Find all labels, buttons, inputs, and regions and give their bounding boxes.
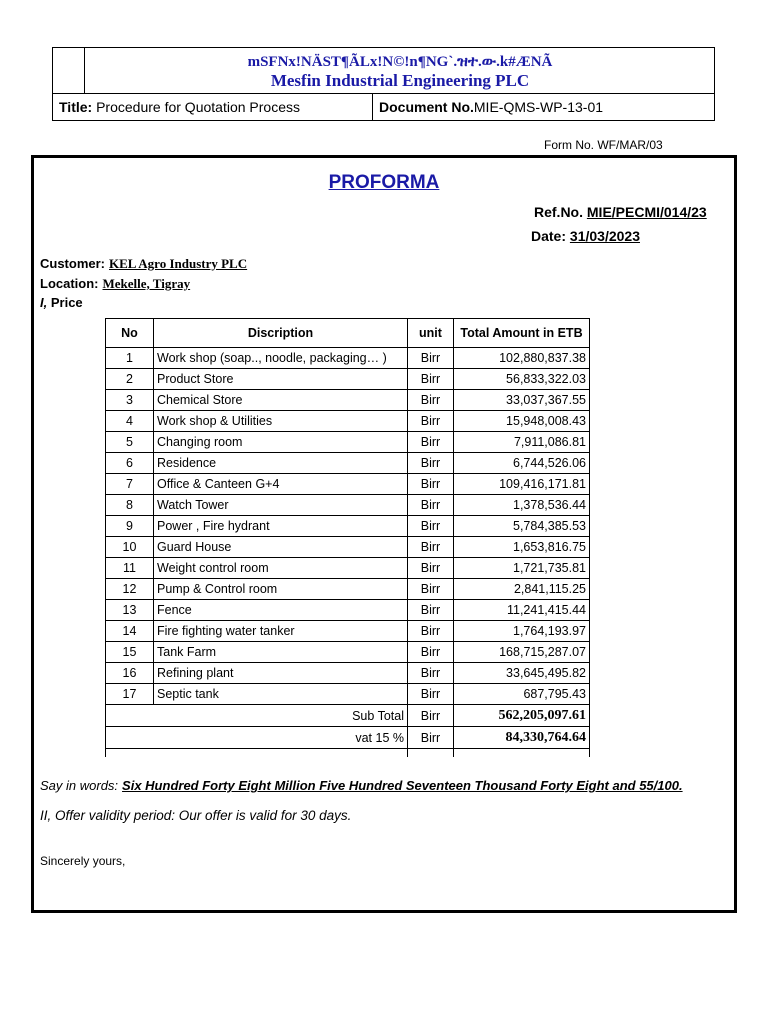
row-unit: Birr [408, 432, 454, 453]
subtotal-row [106, 705, 590, 727]
row-description: Changing room [154, 432, 408, 453]
row-amount: 11,241,415.44 [454, 600, 590, 621]
header-info-row [53, 93, 714, 120]
table-row [106, 474, 590, 495]
table-row [106, 600, 590, 621]
ref-value: MIE/PECMI/014/23 [586, 204, 707, 220]
closing: Sincerely yours, [40, 854, 126, 868]
row-amount: 1,653,816.75 [454, 537, 590, 558]
row-unit: Birr [408, 600, 454, 621]
row-unit: Birr [408, 642, 454, 663]
row-number: 11 [106, 558, 154, 579]
logo-cell [53, 48, 85, 93]
date-label: Date: [531, 228, 567, 244]
row-amount: 102,880,837.38 [454, 348, 590, 369]
location-label: Location: [40, 276, 99, 291]
row-unit: Birr [408, 621, 454, 642]
row-amount: 33,037,367.55 [454, 390, 590, 411]
vat-amount: 84,330,764.64 [454, 727, 590, 749]
row-description: Watch Tower [154, 495, 408, 516]
row-amount: 15,948,008.43 [454, 411, 590, 432]
table-row [106, 495, 590, 516]
row-number: 7 [106, 474, 154, 495]
company-block [86, 48, 714, 93]
col-description-header: Discription [154, 319, 408, 348]
row-number: 17 [106, 684, 154, 705]
row-unit: Birr [408, 516, 454, 537]
row-description: Refining plant [154, 663, 408, 684]
row-number: 1 [106, 348, 154, 369]
subtotal-amount: 562,205,097.61 [454, 705, 590, 727]
proforma-frame [31, 155, 737, 913]
company-name-amharic: mSFNx!NÄST¶ÃLx!N©!n¶NG`.ዝተ.ው.k#ÆNÃ [247, 54, 553, 70]
document-number-value: MIE-QMS-WP-13-01 [473, 99, 604, 115]
table-header-row [106, 319, 590, 348]
row-number: 15 [106, 642, 154, 663]
table-row [106, 558, 590, 579]
row-unit: Birr [408, 474, 454, 495]
row-description: Power , Fire hydrant [154, 516, 408, 537]
row-amount: 168,715,287.07 [454, 642, 590, 663]
table-row [106, 642, 590, 663]
row-unit: Birr [408, 558, 454, 579]
subtotal-label: Sub Total [106, 705, 408, 727]
row-description: Residence [154, 453, 408, 474]
row-amount: 56,833,322.03 [454, 369, 590, 390]
row-unit: Birr [408, 348, 454, 369]
location-value: Mekelle, Tigray [102, 276, 191, 291]
vat-label: vat 15 % [106, 727, 408, 749]
row-amount: 687,795.43 [454, 684, 590, 705]
row-unit: Birr [408, 537, 454, 558]
row-description: Guard House [154, 537, 408, 558]
reference-number [534, 204, 707, 220]
row-description: Fire fighting water tanker [154, 621, 408, 642]
row-unit: Birr [408, 390, 454, 411]
location-line [40, 276, 190, 292]
row-unit: Birr [408, 495, 454, 516]
document-number-cell [379, 94, 714, 120]
customer-line [40, 256, 247, 272]
tail-cell [106, 749, 408, 757]
row-number: 3 [106, 390, 154, 411]
row-amount: 2,841,115.25 [454, 579, 590, 600]
date-value: 31/03/2023 [569, 228, 640, 244]
row-amount: 1,721,735.81 [454, 558, 590, 579]
table-row [106, 579, 590, 600]
table-row [106, 348, 590, 369]
say-value: Six Hundred Forty Eight Million Five Hundred Seventeen Thousand Forty Eight and 55/100. [122, 778, 683, 793]
row-number: 12 [106, 579, 154, 600]
row-unit: Birr [408, 579, 454, 600]
row-number: 14 [106, 621, 154, 642]
row-amount: 1,764,193.97 [454, 621, 590, 642]
company-name: Mesfin Industrial Engineering PLC [270, 71, 530, 90]
document-header [52, 47, 715, 121]
row-unit: Birr [408, 663, 454, 684]
col-amount-header: Total Amount in ETB [454, 319, 590, 348]
row-number: 5 [106, 432, 154, 453]
page-title: PROFORMA [328, 172, 440, 193]
row-description: Product Store [154, 369, 408, 390]
table-row [106, 537, 590, 558]
offer-validity: II, Offer validity period: Our offer is valid for 30 days. [40, 808, 352, 823]
vat-unit: Birr [408, 727, 454, 749]
row-number: 10 [106, 537, 154, 558]
row-amount: 109,416,171.81 [454, 474, 590, 495]
document-date [531, 228, 640, 244]
row-amount: 7,911,086.81 [454, 432, 590, 453]
amount-in-words [40, 778, 683, 793]
row-number: 6 [106, 453, 154, 474]
table-row [106, 369, 590, 390]
row-description: Work shop (soap.., noodle, packaging… ) [154, 348, 408, 369]
row-description: Tank Farm [154, 642, 408, 663]
section-label: Price [50, 295, 83, 310]
row-description: Chemical Store [154, 390, 408, 411]
title-value: Procedure for Quotation Process [96, 99, 300, 115]
row-description: Work shop & Utilities [154, 411, 408, 432]
ref-label: Ref.No. [534, 204, 583, 220]
row-description: Weight control room [154, 558, 408, 579]
col-no-header: No [106, 319, 154, 348]
customer-label: Customer: [40, 256, 106, 271]
subtotal-unit: Birr [408, 705, 454, 727]
section-number: I, [40, 295, 48, 310]
customer-value: KEL Agro Industry PLC [109, 256, 248, 271]
table-row [106, 432, 590, 453]
tail-cell [408, 749, 454, 757]
row-amount: 5,784,385.53 [454, 516, 590, 537]
price-table [105, 318, 590, 757]
form-number: Form No. WF/MAR/03 [544, 138, 663, 152]
row-number: 13 [106, 600, 154, 621]
section-price [40, 295, 83, 310]
table-row [106, 453, 590, 474]
say-label: Say in words: [40, 778, 119, 793]
col-unit-header: unit [408, 319, 454, 348]
row-unit: Birr [408, 453, 454, 474]
row-amount: 6,744,526.06 [454, 453, 590, 474]
row-unit: Birr [408, 684, 454, 705]
table-row [106, 684, 590, 705]
table-tail-row [106, 749, 590, 757]
vat-row [106, 727, 590, 749]
table-row [106, 516, 590, 537]
row-description: Office & Canteen G+4 [154, 474, 408, 495]
tail-cell [454, 749, 590, 757]
row-unit: Birr [408, 369, 454, 390]
row-description: Fence [154, 600, 408, 621]
row-description: Pump & Control room [154, 579, 408, 600]
row-number: 16 [106, 663, 154, 684]
table-row [106, 663, 590, 684]
row-amount: 1,378,536.44 [454, 495, 590, 516]
row-unit: Birr [408, 411, 454, 432]
row-number: 9 [106, 516, 154, 537]
row-description: Septic tank [154, 684, 408, 705]
row-number: 2 [106, 369, 154, 390]
table-row [106, 411, 590, 432]
title-cell [53, 94, 373, 120]
table-row [106, 621, 590, 642]
table-row [106, 390, 590, 411]
row-number: 4 [106, 411, 154, 432]
document-number-label: Document No. [379, 99, 474, 115]
row-number: 8 [106, 495, 154, 516]
row-amount: 33,645,495.82 [454, 663, 590, 684]
title-label: Title: [59, 99, 93, 115]
